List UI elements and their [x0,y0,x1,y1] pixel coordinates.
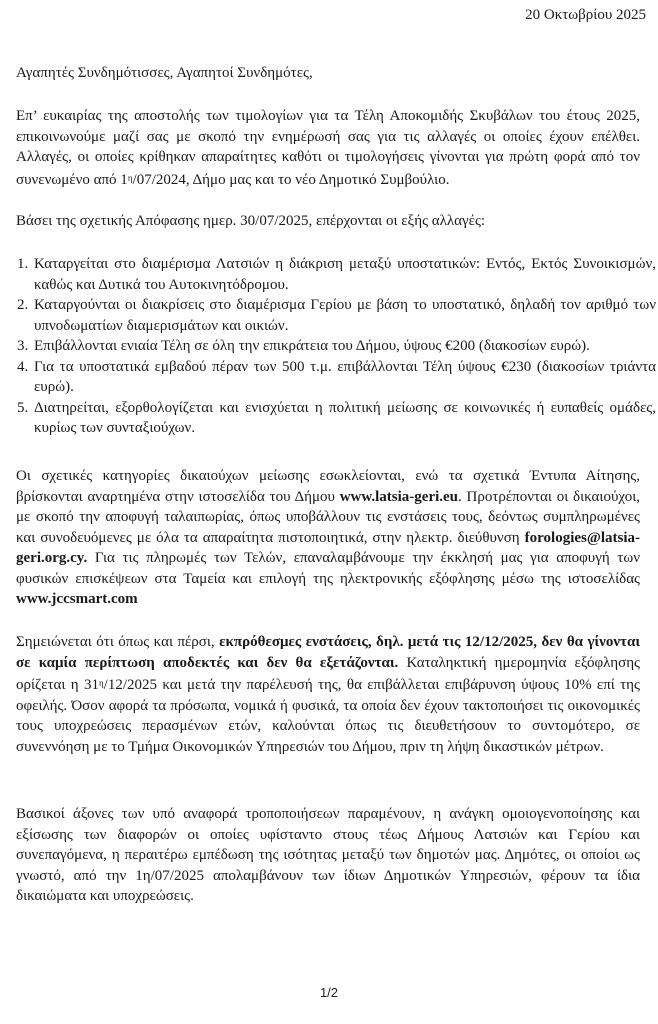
page-number: 1/2 [319,985,339,1000]
intro-text-1: Επ’ ευκαιρίας της αποστολής των τιμολογίων για τα Τέλη Αποκομιδής Σκυβάλων του έτους 2025, επικοινωνούμε μαζί σας με σκοπό την ενημέρωσή σας για τις αλλαγές οι οποίες έχουν επέλθει. Αλλαγές, οι οποίες κρίθηκαν απαραίτητες καθότι οι τιμολογήσεις γίνονται για πρώτη φορά από τον συνενωμένο από 1 [16,108,640,188]
change-item: 4. Για τα υποστατικά εμβαδού πέραν των 500 τ.μ. επιβάλλονται Τέλη ύψους €230 (διακοσίων τριάντα ευρώ). [32,357,656,398]
change-item: 2. Καταργούνται οι διακρίσεις στο διαμέρισμα Γερίου με βάση το υποστατικό, δηλαδή τον αριθμό των υπνοδωματίων διαμερισμάτων και οικιών. [32,295,656,336]
decision-intro: Βάσει της σχετικής Απόφασης ημερ. 30/07/2025, επέρχονται οι εξής αλλαγές: [16,213,486,229]
deadline-text-2: Καταληκτική ημερομηνία εξόφλησης ορίζεται η 31 [16,654,640,693]
ordinal-suffix: η [127,172,133,183]
intro-paragraph [16,106,640,190]
beneficiaries-text-2: . Προτρέπονται οι δικαιούχοι, με σκοπό την αποφυγή ταλαιπωρίας, όπως υποβάλλουν τις ενστάσεις τους, δεόντως συμπληρωμένες και συνοδευόμενες με όλα τα απαραίτητα πιστοποιητικά, στην ηλεκτρ. διεύθυνση [16,488,640,546]
change-item: 3. Επιβάλλονται ενιαία Τέλη σε όλη την επικράτεια του Δήμου, ύψους €200 (διακοσίων ευρώ). [32,336,656,357]
payment-website-link[interactable]: www.jccsmart.com [16,591,138,607]
deadline-text-1: Σημειώνεται ότι όπως και πέρσι, [16,634,220,650]
letter-date: 20 Οκτωβρίου 2025 [525,7,646,23]
email-address-link[interactable]: forologies@latsia-geri.org.cy. [16,529,640,566]
late-objection-notice: εκπρόθεσμες ενστάσεις, δηλ. μετά τις 12/12/2025, δεν θα γίνονται σε καμία περίπτωση αποδεκτές και δεν θα εξετάζονται. [16,634,640,671]
change-item: 5. Διατηρείται, εξορθολογίζεται και ενισχύεται η πολιτική μείωσης σε κοινωνικές ή ευπαθείς ομάδες, κυρίως των συνταξιούχων. [32,398,656,439]
beneficiaries-text-1: Οι σχετικές κατηγορίες δικαιούχων μείωσης εσωκλείονται, ενώ τα σχετικά Έντυπα Αίτησης, βρίσκονται αναρτημένα στην ιστοσελίδα του Δήμου [16,468,640,505]
deadline-text-3: /12/2025 και μετά την παρέλευσή της, θα επιβάλλεται επιβάρυνση ύψους 10% επί της οφειλής. Όσον αφορά τα πρόσωπα, νομικά ή φυσικά, τα οποία δεν έχουν τακτοποιήσει τις οικονομικές τους υποχρεώσεις περασμένων ετών, καλούνται όπως τις διευθετήσουν το συντομότερο, σε συνεννόηση με το Τμήμα Οικονομικών Υπηρεσιών του Δήμου, πριν τη λήψη δικαστικών μέτρων. [16,677,640,755]
salutation: Αγαπητές Συνδημότισσες, Αγαπητοί Συνδημότες, [16,65,313,81]
closing-paragraph: Βασικοί άξονες των υπό αναφορά τροποποιήσεων παραμένουν, η ανάγκη ομοιογενοποίησης και εξίσωσης των διαφορών οι οποίες υφίσταντο στους τέως Δήμους Λατσιών και Γερίου και συνεπαγόμενα, η περαιτέρω εμπέδωση της ισότητας μεταξύ των δημοτών μας. Δημότες, οι οποίοι ως γνωστό, από την 1η/07/2025 απολαμβάνουν των ίδιων Δημοτικών Υπηρεσιών, φέρουν τα ίδια δικαιώματα και υποχρεώσεις. [16,806,640,904]
municipality-website-link[interactable]: www.latsia-geri.eu [339,488,459,505]
deadline-paragraph [16,632,640,757]
beneficiaries-text-3: Για τις πληρωμές των Τελών, επαναλαμβάνουμε την έκκλησή μας για αποφυγή των φυσικών επισκέψεων στα Ταμεία και επιλογή της ηλεκτρονικής εξόφλησης μέσω της ιστοσελίδας [16,550,640,587]
ordinal-suffix: η [98,678,104,688]
intro-text-2: /07/2024, Δήμο μας και το νέο Δημοτικό Συμβούλιο. [132,171,450,188]
changes-list [16,254,656,439]
beneficiaries-paragraph [16,466,640,610]
change-item: 1. Καταργείται στο διαμέρισμα Λατσιών η διάκριση μεταξύ υποστατικών: Εντός, Εκτός Συνοικισμών, καθώς και Δυτικά του Αυτοκινητόδρομου. [32,254,656,295]
